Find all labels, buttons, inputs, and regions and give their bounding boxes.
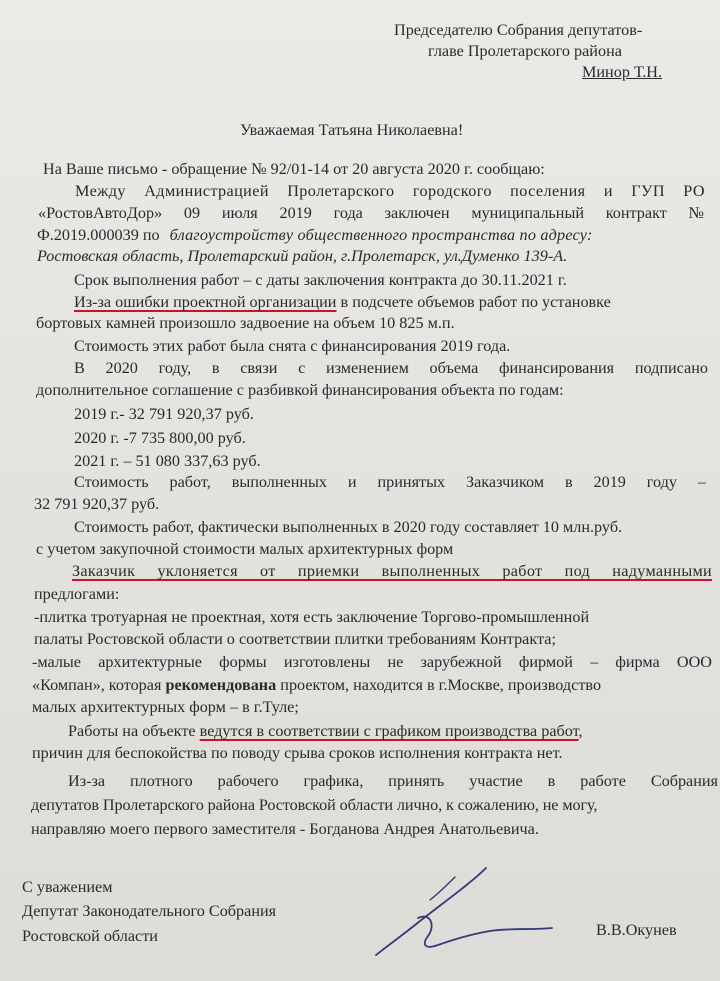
schedule-start: Работы на объекте	[68, 722, 200, 740]
contract-number: Ф.2019.000039 по	[37, 226, 160, 244]
signer-name: В.В.Окунев	[596, 921, 677, 939]
forms-company: «Компан», которая	[32, 676, 166, 694]
intro-line: На Ваше письмо - обращение № 92/01-14 от 20 августа 2020 г. сообщаю:	[43, 160, 545, 178]
customer-evades-line: Заказчик уклоняется от приемки выполненных работ под надуманными	[72, 562, 712, 580]
forms-line-1: -малые архитектурные формы изготовлены не зарубежной фирмой – фирма ООО	[32, 653, 712, 671]
contract-address: Ростовская область, Пролетарский район, г.Пролетарск, ул.Думенко 139-А.	[37, 247, 568, 265]
addressee-line-2: главе Пролетарского района	[428, 42, 622, 60]
forms-recommended: рекомендована	[165, 676, 277, 694]
pretexts-line: предлогами:	[34, 585, 120, 603]
contract-line-1: Между Администрацией Пролетарского городского поселения и ГУП РО	[75, 182, 705, 200]
closing-title: Депутат Законодательного Собрания	[22, 902, 277, 920]
financing-2021: 2021 г. – 51 080 337,63 руб.	[74, 452, 261, 470]
error-rest: в подсчете объемов работ по установке	[336, 293, 611, 311]
financing-2019: 2019 г.- 32 791 920,37 руб.	[74, 405, 254, 423]
accepted-cost-line-1: Стоимость работ, выполненных и принятых Заказчиком в 2019 году –	[74, 473, 706, 491]
schedule-highlight: ведутся в соответствии с графиком производства работ	[199, 722, 579, 740]
agreement-line-1: В 2020 году, в связи с изменением объема финансирования подписано	[74, 359, 708, 377]
participation-line-1: Из-за плотного рабочего графика, принять участие в работе Собрания	[68, 772, 718, 790]
actual-cost-line-1: Стоимость работ, фактически выполненных в 2020 году составляет 10 млн.руб.	[74, 518, 623, 536]
contract-line-2: «РостовАвтоДор» 09 июля 2019 года заключен муниципальный контракт №	[38, 204, 704, 222]
agreement-line-2: дополнительное соглашение с разбивкой финансирования объекта по годам:	[36, 381, 564, 399]
participation-line-2: депутатов Пролетарского района Ростовской области лично, к сожалению, не могу,	[31, 796, 598, 814]
tiles-line-1: -плитка тротуарная не проектная, хотя есть заключение Торгово-промышленной	[34, 608, 590, 626]
error-line-2: бортовых камней произошло задвоение на объем 10 825 м.п.	[36, 314, 455, 332]
forms-location: проектом, находится в г.Москве, производство	[276, 676, 602, 694]
schedule-comma: ,	[578, 722, 583, 740]
financing-2020: 2020 г. -7 735 800,00 руб.	[74, 429, 246, 447]
closing-regards: С уважением	[22, 878, 113, 896]
addressee-line-1: Председателю Собрания депутатов-	[394, 21, 643, 39]
closing-region: Ростовской области	[22, 927, 158, 945]
salutation: Уважаемая Татьяна Николаевна!	[240, 121, 464, 139]
accepted-cost-line-2: 32 791 920,37 руб.	[34, 495, 160, 513]
cost-removed-line: Стоимость этих работ была снята с финансирования 2019 года.	[74, 337, 511, 355]
contract-subject: благоустройству общественного пространства по адресу:	[169, 226, 593, 244]
addressee-name: Минор Т.Н.	[582, 63, 663, 81]
actual-cost-line-2: с учетом закупочной стоимости малых архитектурных форм	[36, 540, 454, 558]
participation-line-3: направляю моего первого заместителя - Богданова Андрея Анатольевича.	[31, 820, 539, 838]
tiles-line-2: палаты Ростовской области о соответствии плитки требованиям Контракта;	[34, 630, 556, 648]
error-highlight: Из-за ошибки проектной организации	[74, 293, 337, 311]
term-line: Срок выполнения работ – с даты заключения контракта до 30.11.2021 г.	[74, 271, 567, 289]
schedule-line-2: причин для беспокойства по поводу срыва сроков исполнения контракта нет.	[32, 744, 563, 762]
forms-line-3: малых архитектурных форм – в г.Туле;	[32, 698, 299, 716]
